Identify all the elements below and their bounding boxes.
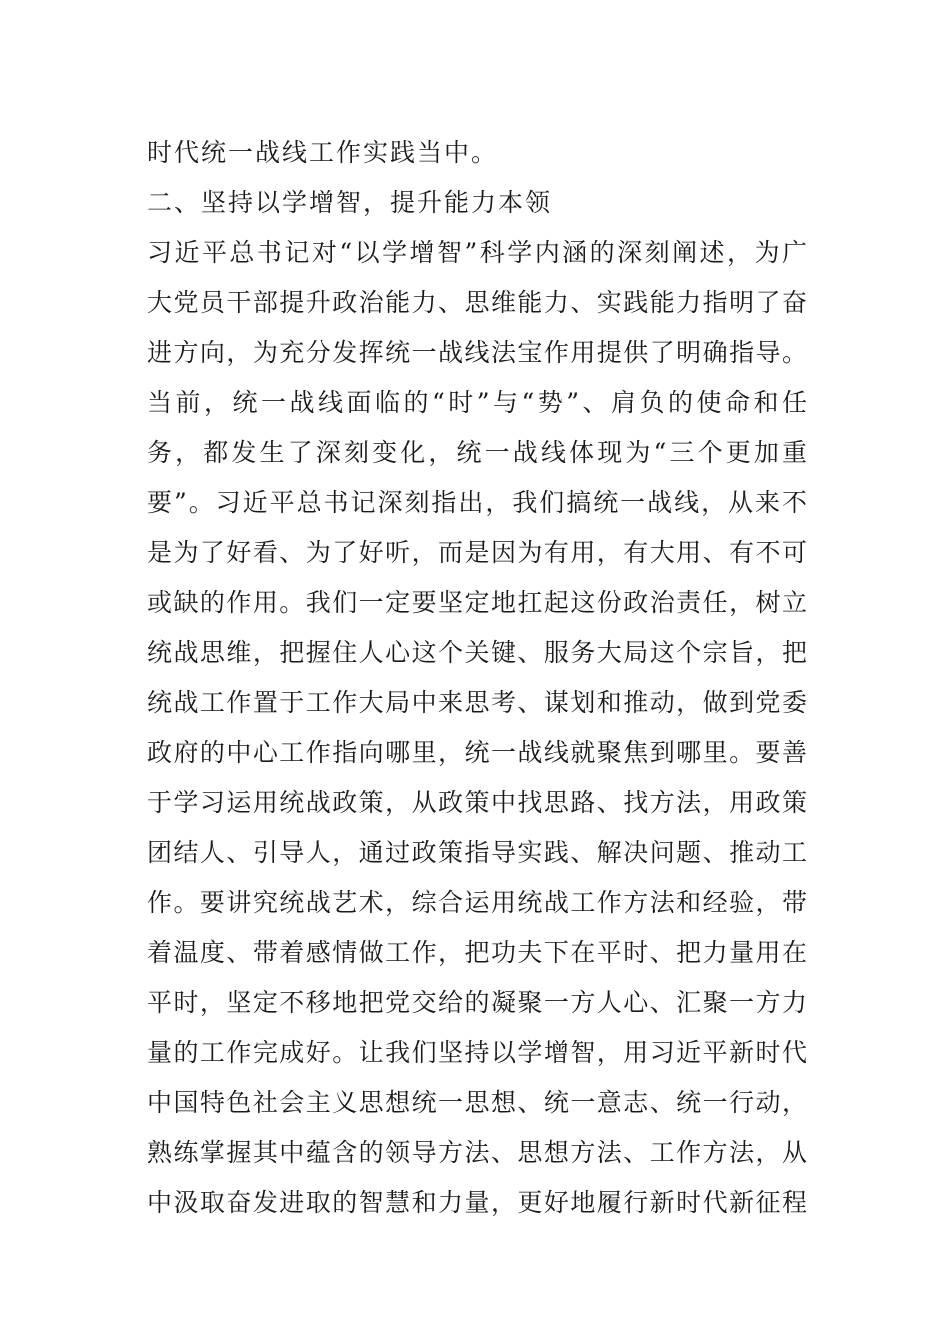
section-heading: 二、坚持以学增智，提升能力本领 bbox=[147, 188, 553, 217]
text-line-17: 着温度、带着感情做工作，把功夫下在平时、把力量用在 bbox=[147, 938, 807, 967]
text-line-6: 当前，统一战线面临的“时”与“势”、肩负的使命和任 bbox=[147, 388, 807, 417]
text-line-1: 时代统一战线工作实践当中。 bbox=[147, 138, 499, 167]
text-line-22: 中汲取奋发进取的智慧和力量，更好地履行新时代新征程 bbox=[147, 1188, 807, 1217]
text-line-15: 团结人、引导人，通过政策指导实践、解决问题、推动工 bbox=[147, 838, 807, 867]
text-line-5: 进方向，为充分发挥统一战线法宝作用提供了明确指导。 bbox=[147, 338, 807, 367]
text-line-21: 熟练掌握其中蕴含的领导方法、思想方法、工作方法，从 bbox=[147, 1138, 807, 1167]
text-line-14: 于学习运用统战政策，从政策中找思路、找方法，用政策 bbox=[147, 788, 807, 817]
text-line-9: 是为了好看、为了好听，而是因为有用，有大用、有不可 bbox=[147, 538, 807, 567]
text-line-19: 量的工作完成好。让我们坚持以学增智，用习近平新时代 bbox=[147, 1038, 807, 1067]
text-line-11: 统战思维，把握住人心这个关键、服务大局这个宗旨，把 bbox=[147, 638, 807, 667]
text-line-7: 务，都发生了深刻变化，统一战线体现为“三个更加重 bbox=[147, 438, 807, 467]
text-line-18: 平时，坚定不移地把党交给的凝聚一方人心、汇聚一方力 bbox=[147, 988, 807, 1017]
text-line-13: 政府的中心工作指向哪里，统一战线就聚焦到哪里。要善 bbox=[147, 738, 807, 767]
text-line-10: 或缺的作用。我们一定要坚定地扛起这份政治责任，树立 bbox=[147, 588, 807, 617]
text-line-20: 中国特色社会主义思想统一思想、统一意志、统一行动， bbox=[147, 1088, 807, 1117]
text-line-8: 要”。习近平总书记深刻指出，我们搞统一战线，从来不 bbox=[147, 488, 807, 517]
text-line-16: 作。要讲究统战艺术，综合运用统战工作方法和经验，带 bbox=[147, 888, 807, 917]
text-line-12: 统战工作置于工作大局中来思考、谋划和推动，做到党委 bbox=[147, 688, 807, 717]
text-line-4: 大党员干部提升政治能力、思维能力、实践能力指明了奋 bbox=[147, 288, 807, 317]
text-line-3: 习近平总书记对“以学增智”科学内涵的深刻阐述，为广 bbox=[147, 238, 807, 267]
